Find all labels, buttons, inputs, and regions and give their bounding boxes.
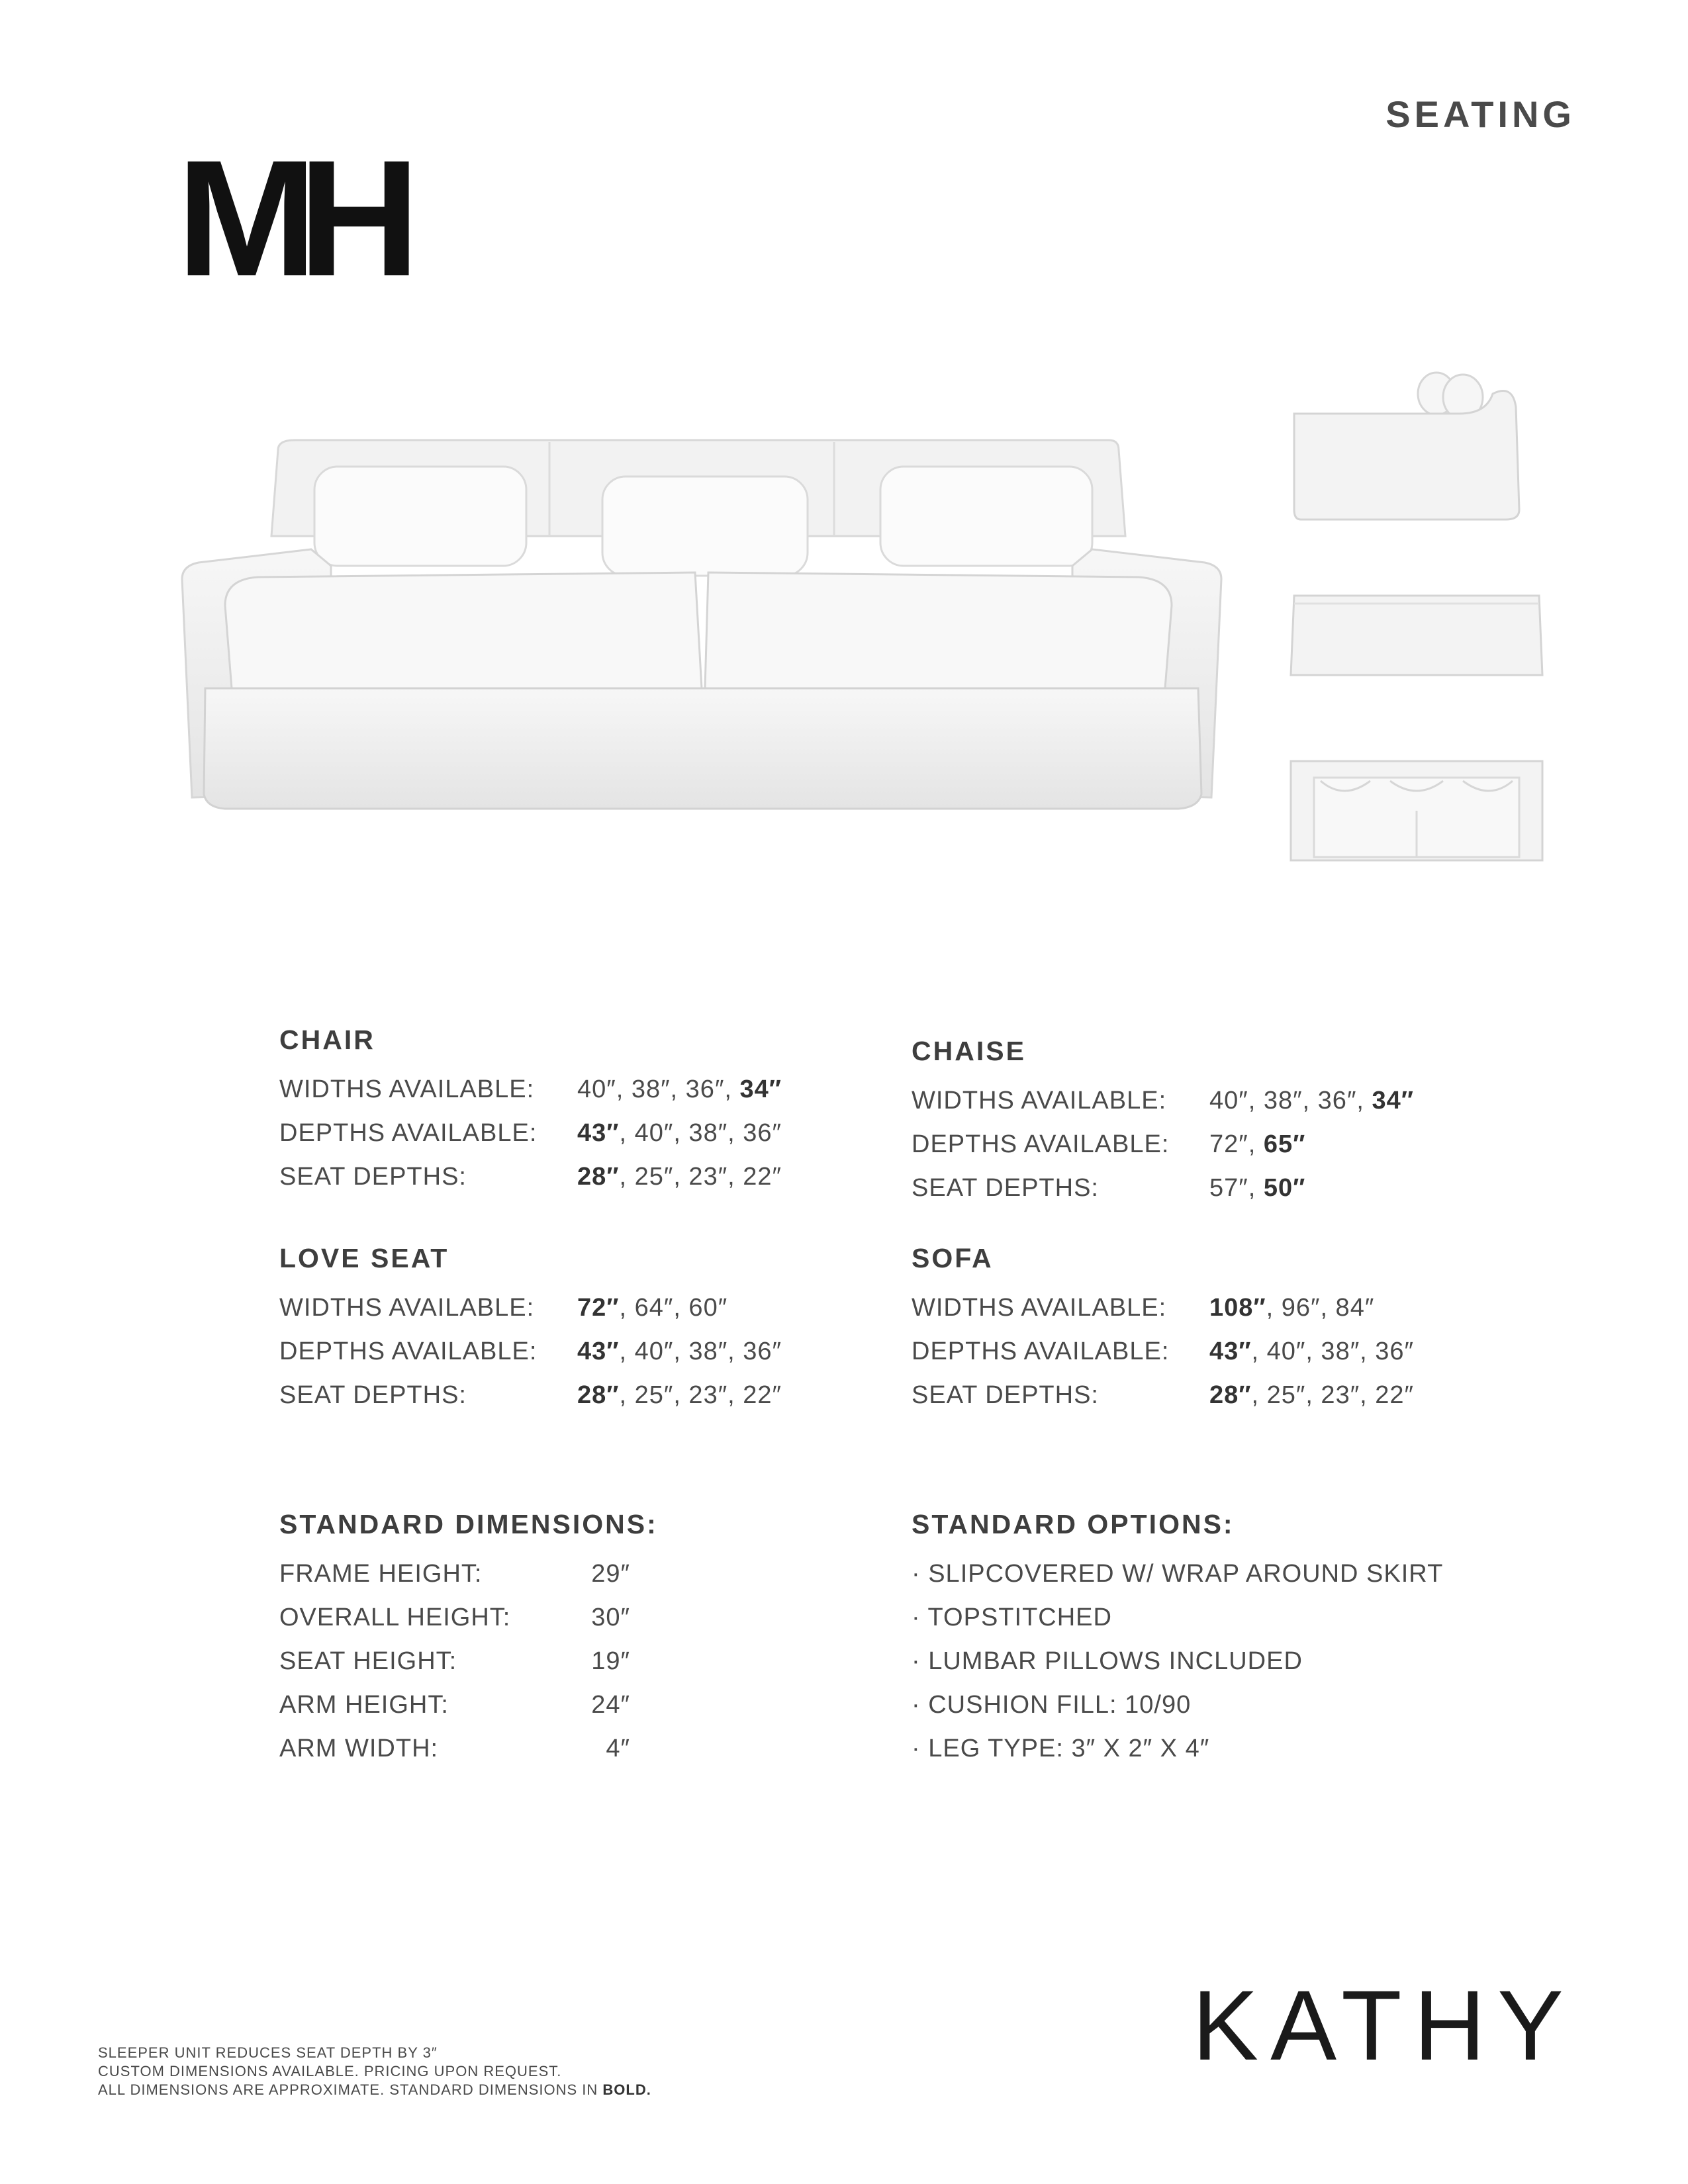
dimension-label: OVERALL HEIGHT: — [279, 1604, 511, 1631]
dimension-label: FRAME HEIGHT: — [279, 1560, 483, 1588]
dimension-row — [279, 1683, 941, 1727]
dimension-value: 30″ — [591, 1604, 630, 1631]
spec-row — [912, 1373, 1573, 1417]
standard-dimensions-block — [279, 1509, 941, 1770]
option-item: · CUSHION FILL: 10/90 — [912, 1691, 1192, 1719]
spec-label: SEAT DEPTHS: — [912, 1174, 1099, 1202]
footer-note: ALL DIMENSIONS ARE APPROXIMATE. STANDARD DIMENSIONS IN BOLD. — [98, 2081, 651, 2098]
spec-label: SEAT DEPTHS: — [279, 1381, 467, 1409]
spec-row — [279, 1330, 941, 1373]
spec-label: WIDTHS AVAILABLE: — [279, 1294, 535, 1322]
option-item: · TOPSTITCHED — [912, 1604, 1112, 1631]
spec-value: 108″, 96″, 84″ — [1209, 1294, 1375, 1322]
dimension-value: 19″ — [591, 1647, 630, 1675]
standard-options-title: STANDARD OPTIONS: — [912, 1509, 1235, 1539]
sofa-front-image — [179, 437, 1225, 814]
spec-row — [279, 1068, 941, 1111]
spec-label: SEAT DEPTHS: — [279, 1163, 467, 1191]
footer-notes — [98, 2044, 651, 2099]
dimension-row — [279, 1552, 941, 1596]
spec-label: SEAT DEPTHS: — [912, 1381, 1099, 1409]
spec-value: 43″, 40″, 38″, 36″ — [1209, 1338, 1414, 1365]
sofa-spec-block — [912, 1243, 1573, 1417]
spec-value: 28″, 25″, 23″, 22″ — [577, 1381, 782, 1409]
spec-value: 43″, 40″, 38″, 36″ — [577, 1119, 782, 1147]
spec-value: 40″, 38″, 36″, 34″ — [577, 1075, 782, 1103]
chaise-title: CHAISE — [912, 1036, 1026, 1066]
spec-row — [279, 1155, 941, 1199]
spec-row — [279, 1373, 941, 1417]
dimension-value: 24″ — [591, 1691, 630, 1719]
loveseat-spec-block — [279, 1243, 941, 1417]
spec-row — [912, 1166, 1573, 1210]
dimension-value: 29″ — [591, 1560, 630, 1588]
spec-row — [912, 1330, 1573, 1373]
spec-row — [912, 1122, 1573, 1166]
footer-note: CUSTOM DIMENSIONS AVAILABLE. PRICING UPON REQUEST. — [98, 2063, 562, 2079]
spec-value: 57″, 50″ — [1209, 1174, 1306, 1202]
sofa-back-image — [1288, 582, 1546, 682]
option-item: · LEG TYPE: 3″ X 2″ X 4″ — [912, 1735, 1210, 1762]
chaise-spec-block — [912, 1036, 1573, 1210]
spec-row — [912, 1286, 1573, 1330]
dimension-row — [279, 1639, 941, 1683]
dimension-label: ARM WIDTH: — [279, 1735, 439, 1762]
spec-value: 28″, 25″, 23″, 22″ — [577, 1163, 782, 1191]
standard-options-block — [912, 1509, 1573, 1770]
spec-label: DEPTHS AVAILABLE: — [912, 1338, 1170, 1365]
spec-label: WIDTHS AVAILABLE: — [912, 1087, 1167, 1115]
spec-label: WIDTHS AVAILABLE: — [279, 1075, 535, 1103]
spec-value: 40″, 38″, 36″, 34″ — [1209, 1087, 1414, 1115]
sofa-title: SOFA — [912, 1243, 994, 1273]
footer-note: SLEEPER UNIT REDUCES SEAT DEPTH BY 3″ — [98, 2044, 438, 2061]
chair-title: CHAIR — [279, 1024, 375, 1055]
kathy-brand-logo: KATHY — [1192, 1970, 1575, 2081]
dimension-label: SEAT HEIGHT: — [279, 1647, 457, 1675]
spec-label: DEPTHS AVAILABLE: — [279, 1338, 538, 1365]
chair-spec-block — [279, 1024, 941, 1199]
spec-row — [279, 1111, 941, 1155]
loveseat-title: LOVE SEAT — [279, 1243, 449, 1273]
mh-logo: MH — [176, 126, 402, 310]
option-item: · SLIPCOVERED W/ WRAP AROUND SKIRT — [912, 1560, 1444, 1588]
spec-label: DEPTHS AVAILABLE: — [912, 1130, 1170, 1158]
dimension-row — [279, 1727, 941, 1770]
dimension-value: 4″ — [606, 1735, 630, 1762]
option-item: · LUMBAR PILLOWS INCLUDED — [912, 1647, 1303, 1675]
spec-row — [279, 1286, 941, 1330]
spec-value: 43″, 40″, 38″, 36″ — [577, 1338, 782, 1365]
standard-dimensions-title: STANDARD DIMENSIONS: — [279, 1509, 658, 1539]
spec-label: DEPTHS AVAILABLE: — [279, 1119, 538, 1147]
spec-value: 72″, 64″, 60″ — [577, 1294, 728, 1322]
spec-label: WIDTHS AVAILABLE: — [912, 1294, 1167, 1322]
spec-row — [912, 1079, 1573, 1122]
dimension-row — [279, 1596, 941, 1639]
spec-value: 72″, 65″ — [1209, 1130, 1306, 1158]
sofa-top-image — [1288, 758, 1546, 864]
sofa-side-image — [1288, 367, 1546, 526]
spec-value: 28″, 25″, 23″, 22″ — [1209, 1381, 1414, 1409]
dimension-label: ARM HEIGHT: — [279, 1691, 449, 1719]
category-label: SEATING — [1385, 93, 1575, 135]
